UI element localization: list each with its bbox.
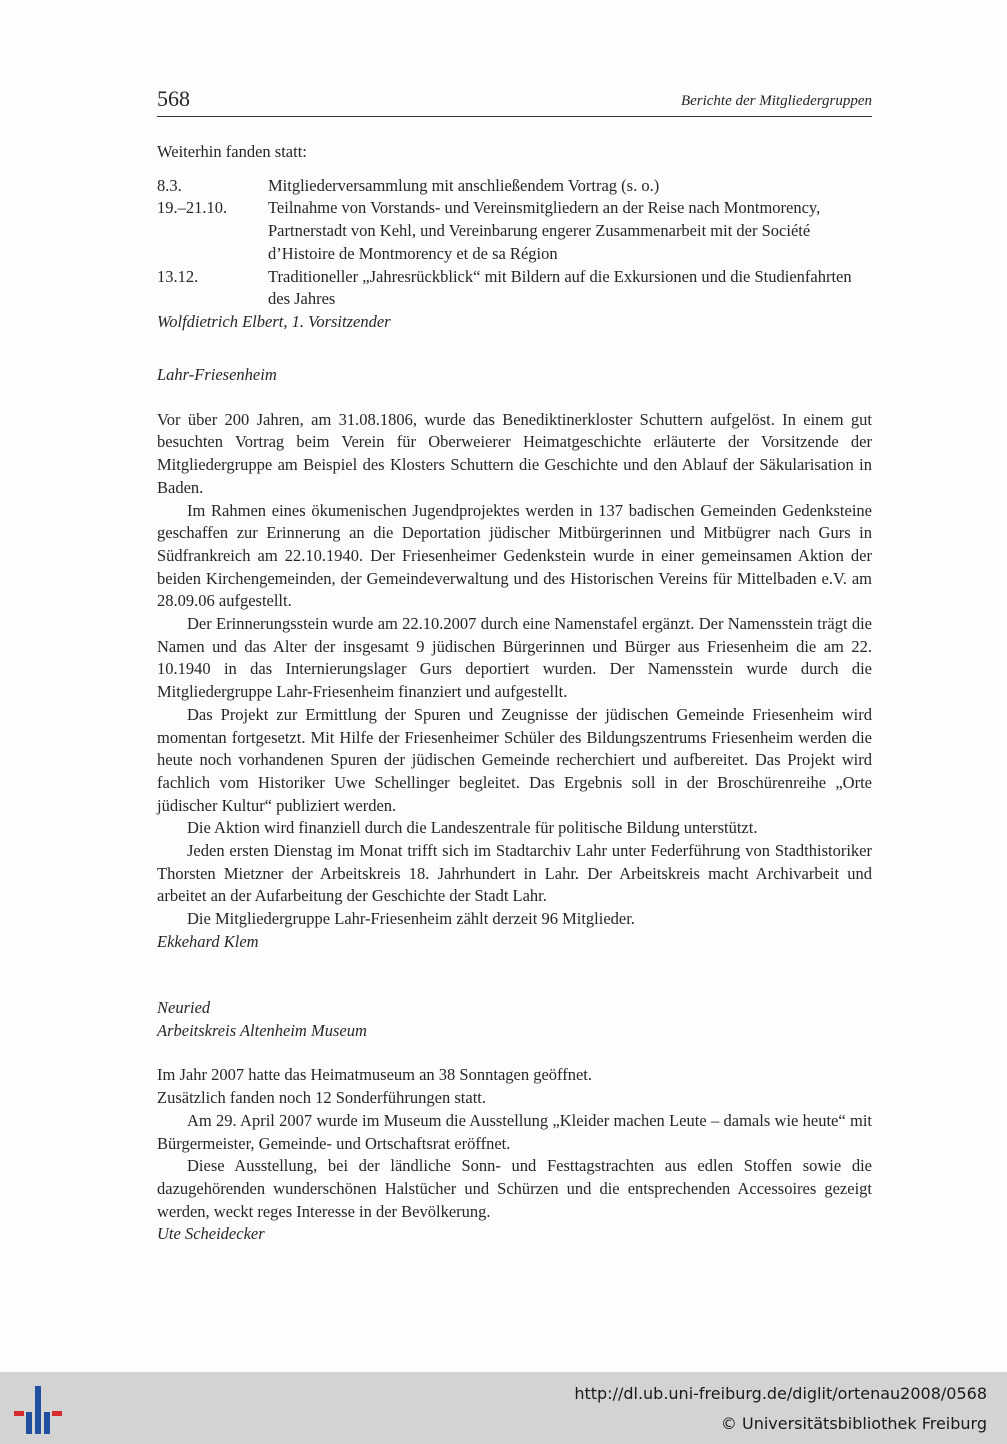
paragraph: Zusätzlich fanden noch 12 Sonderführungen statt. <box>157 1088 486 1108</box>
viewer-footer <box>0 1372 1007 1444</box>
paragraph: Der Erinnerungsstein wurde am 22.10.2007 durch eine Namenstafel ergänzt. Der Namensstein trägt die Namen und das Alter der insgesamt 9 jüdischen Bürgerinnen und Bürger aus Friesenheim die am 22. 10.1940 in das Internierungslager Gurs deportiert wurden. Der Namensstein wurde durch die Mitgliedergruppe Lahr-Friesenheim finanziert und aufgestellt. <box>157 614 872 702</box>
section-title: Neuried <box>157 998 211 1017</box>
paragraph: Das Projekt zur Ermittlung der Spuren und Zeugnisse der jüdischen Gemeinde Friesenheim wird momentan fortgesetzt. Mit Hilfe der Friesenheimer Schüler des Bildungszentrums Friesenheim werden die heute noch vorhandenen Spuren der jüdischen Gemeinde recherchiert und aufbereitet. Das Projekt wird fachlich vom Historiker Uwe Schellinger begleitet. Das Ergebnis soll in der Broschürenreihe „Orte jüdischer Kultur“ publiziert werden. <box>157 704 872 815</box>
events-block <box>157 141 872 334</box>
event-text: Mitgliederversammlung mit anschließendem Vortrag (s. o.) <box>268 175 660 195</box>
list-item <box>157 266 872 311</box>
signature-scheidecker: Ute Scheidecker <box>157 1224 265 1244</box>
section-title: Lahr-Friesenheim <box>157 365 277 384</box>
event-text: Teilnahme von Vorstands- und Vereinsmitgliedern an der Reise nach Montmorency, Partnerstadt von Kehl, und Vereinbarung engerer Zusammenarbeit mit der Société d’Histoire de Montmorency et de sa Région <box>268 198 821 263</box>
intro-text: Weiterhin fanden statt: <box>157 142 307 161</box>
page-number: 568 <box>157 86 190 111</box>
section-subtitle: Arbeitskreis Altenheim Museum <box>157 1020 367 1040</box>
library-logo-icon <box>14 1384 64 1436</box>
list-item <box>157 197 872 265</box>
paragraph: Vor über 200 Jahren, am 31.08.1806, wurde das Benediktinerkloster Schuttern aufgelöst. In einem gut besuchten Vortrag beim Verein für Oberweierer Heimatgeschichte erläuterte der Vorsitzende der Mitgliedergruppe am Beispiel des Klosters Schuttern die Geschichte und den Ablauf der Säkularisation in Baden. <box>157 409 872 497</box>
section-neuried <box>157 997 872 1246</box>
paragraph: Diese Ausstellung, bei der ländliche Sonn- und Festtagstrachten aus edlen Stoffen sowie die dazugehörenden wunderschönen Halstücher und Schürzen und die entsprechenden Accessoires gezeigt werden, weckt reges Interesse in der Bevölkerung. <box>157 1156 872 1221</box>
signature-elbert: Wolfdietrich Elbert, 1. Vorsitzender <box>157 311 391 331</box>
running-title: Berichte der Mitgliedergruppen <box>680 93 872 109</box>
paragraph: Jeden ersten Dienstag im Monat trifft sich im Stadtarchiv Lahr unter Federführung von Stadthistoriker Thorsten Mietzner der Arbeitskreis 18. Jahrhundert in Lahr. Der Arbeitskreis macht Archivarbeit und arbeitet an der Aufarbeitung der Geschichte der Stadt Lahr. <box>157 841 872 906</box>
copyright-text: © Universitätsbibliothek Freiburg <box>720 1414 987 1433</box>
paragraph: Die Aktion wird finanziell durch die Landeszentrale für politische Bildung unterstützt. <box>187 818 758 838</box>
page-header <box>157 84 872 117</box>
event-date: 19.–21.10. <box>157 198 228 218</box>
document-url-link[interactable]: http://dl.ub.uni-freiburg.de/diglit/ortenau2008/0568 <box>574 1384 987 1403</box>
event-date: 8.3. <box>157 175 182 195</box>
event-date: 13.12. <box>157 266 199 286</box>
paragraph: Am 29. April 2007 wurde im Museum die Ausstellung „Kleider machen Leute – damals wie heute“ mit Bürgermeister, Gemeinde- und Ortschaftsrat eröffnet. <box>157 1110 872 1153</box>
events-list <box>157 175 872 311</box>
signature-klem: Ekkehard Klem <box>157 931 259 951</box>
paragraph: Die Mitgliedergruppe Lahr-Friesenheim zählt derzeit 96 Mitglieder. <box>187 909 635 929</box>
event-text: Traditioneller „Jahresrückblick“ mit Bildern auf die Exkursionen und die Studienfahrten des Jahres <box>268 266 852 309</box>
paragraph: Im Jahr 2007 hatte das Heimatmuseum an 38 Sonntagen geöffnet. <box>157 1065 593 1085</box>
section-lahr-friesenheim <box>157 364 872 954</box>
paragraph: Im Rahmen eines ökumenischen Jugendprojektes werden in 137 badischen Gemeinden Gedenksteine geschaffen zur Erinnerung an die Deportation jüdischer Mitbürgerinnen und Mitbügrer nach Gurs in Südfrankreich am 22.10.1940. Der Friesenheimer Gedenkstein wurde in einer gemeinsamen Aktion der beiden Kirchengemeinden, der Gemeindeverwaltung und des Historischen Vereins für Mittelbaden e.V. am 28.09.06 aufgestellt. <box>157 500 872 611</box>
list-item <box>157 175 872 198</box>
